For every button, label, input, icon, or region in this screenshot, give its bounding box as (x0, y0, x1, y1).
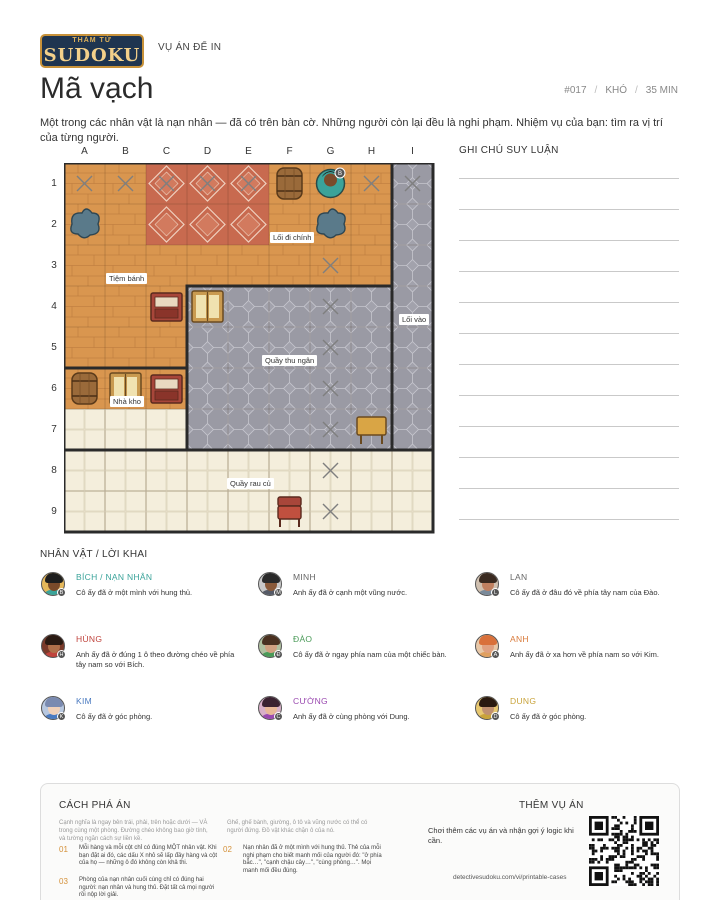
row-label-4: 4 (51, 301, 57, 312)
cell-b5[interactable] (105, 327, 146, 368)
logo (40, 34, 144, 68)
more-cases-text: Chơi thêm các vụ án và nhận gợi ý logic khi cần. (428, 826, 574, 845)
cell-d3[interactable] (187, 245, 228, 286)
case-meta: #017 / KHÓ / 35 MIN (564, 85, 678, 96)
suspect-card (41, 572, 241, 620)
cell-h4[interactable] (351, 286, 392, 327)
cell-b8[interactable] (105, 450, 146, 491)
suspect-clue: Anh ấy đã ở cùng phòng với Dung. (293, 712, 410, 721)
how-to-intro-objects: Ghế, ghế bành, giường, ô tô và vũng nước có thể có người đứng. Đồ vật khác chặn ô của nó. (227, 820, 368, 834)
difficulty: KHÓ (605, 85, 627, 96)
cell-d7[interactable] (187, 409, 228, 450)
suspect-name: BÍCH / NẠN NHÂN (76, 572, 153, 582)
suspect-clue: Cô ấy đã ở một mình với hung thủ. (76, 588, 193, 597)
suspect-card (258, 634, 458, 682)
note-line[interactable] (459, 426, 679, 427)
cell-e2[interactable] (228, 204, 269, 245)
cabinet-icon (151, 375, 182, 403)
row-label-7: 7 (51, 424, 57, 435)
room-label-tiem-banh: Tiệm bánh (106, 273, 147, 284)
step-number: 01 (59, 845, 68, 854)
cell-b9[interactable] (105, 491, 146, 532)
step-text: Nạn nhân đã ở một mình với hung thủ. Thẻ của mỗi nghi phạm cho biết manh mối của người đó: "ở phía bắc…", "cạnh chậu cây…", "cùng phòng…". Mọi manh mối đều đúng. (243, 845, 382, 874)
suspect-card (475, 572, 675, 620)
room-label-quay-rau-cu: Quầy rau củ (227, 478, 274, 489)
cell-a3[interactable] (64, 245, 105, 286)
puzzle-board[interactable] (64, 163, 436, 534)
cell-h5[interactable] (351, 327, 392, 368)
barrel-icon (72, 373, 97, 404)
cell-f4[interactable] (269, 286, 310, 327)
suspect-badge: H (57, 650, 66, 659)
room-label-loi-vao: Lối vào (399, 314, 429, 325)
note-line[interactable] (459, 240, 679, 241)
cell-h9[interactable] (351, 491, 392, 532)
row-label-6: 6 (51, 383, 57, 394)
column-label-e: E (245, 146, 252, 157)
suspect-clue: Cô ấy đã ở ngay phía nam của một chiếc bàn. (293, 650, 447, 659)
note-line[interactable] (459, 395, 679, 396)
room-label-nha-kho: Nhà kho (110, 396, 144, 407)
case-number: #017 (564, 85, 587, 96)
cell-a8[interactable] (64, 450, 105, 491)
cell-e6[interactable] (228, 368, 269, 409)
note-line[interactable] (459, 271, 679, 272)
cell-e9[interactable] (228, 491, 269, 532)
cell-f8[interactable] (269, 450, 310, 491)
suspect-clue: Anh ấy đã ở cạnh một vũng nước. (293, 588, 408, 597)
step-text: Phòng của nạn nhân cuối cùng chỉ có đúng hai người: nạn nhân và hung thủ. Đặt tất cả mọi người rồi nộp lời giải. (79, 877, 215, 898)
cell-i9[interactable] (392, 491, 433, 532)
suspect-name: DUNG (510, 696, 537, 706)
row-label-9: 9 (51, 506, 57, 517)
suspect-card (258, 572, 458, 620)
suspect-name: ĐÀO (293, 634, 313, 644)
suspect-name: KIM (76, 696, 93, 706)
cell-b2[interactable] (105, 204, 146, 245)
step-number: 03 (59, 877, 68, 886)
cell-e3[interactable] (228, 245, 269, 286)
suspects-title: NHÂN VẬT / LỜI KHAI (40, 549, 148, 560)
cell-a7[interactable] (64, 409, 105, 450)
plant-icon (317, 209, 345, 238)
more-cases-link[interactable]: detectivesudoku.com/vi/printable-cases (453, 874, 567, 881)
column-label-d: D (203, 146, 212, 157)
room-label-quay-thu-ngan: Quầy thu ngân (262, 355, 317, 366)
cell-c3[interactable] (146, 245, 187, 286)
step-text: Mỗi hàng và mỗi cột chỉ có đúng MỘT nhân vật. Khi bạn đặt ai đó, các dấu X nhỏ sẽ lấp đầy hàng và cột của họ — những ô đó không còn khả thi. (79, 845, 218, 866)
suspect-badge: C (274, 712, 283, 721)
cell-h8[interactable] (351, 450, 392, 491)
how-to-intro-adjacency: Cạnh nghĩa là ngay bên trái, phải, trên hoặc dưới — VÀ trong cùng một phòng. Đường chéo không bao giờ tính, và tường ngăn cách sự liền kề. (59, 820, 208, 842)
cell-i5[interactable] (392, 327, 433, 368)
victim-token-badge: B (337, 171, 343, 178)
cell-c7[interactable] (146, 409, 187, 450)
cell-i2[interactable] (392, 204, 433, 245)
suspect-badge: Đ (274, 650, 283, 659)
suspect-name: HÙNG (76, 634, 103, 644)
suspect-clue: Anh ấy đã ở xa hơn về phía nam so với Kim. (510, 650, 659, 659)
suspect-name: ANH (510, 634, 529, 644)
row-label-8: 8 (51, 465, 57, 476)
cell-h3[interactable] (351, 245, 392, 286)
note-line[interactable] (459, 209, 679, 210)
cell-c9[interactable] (146, 491, 187, 532)
suspect-badge: B (57, 588, 66, 597)
suspect-card (475, 696, 675, 744)
cell-c2[interactable] (146, 204, 187, 245)
cell-d6[interactable] (187, 368, 228, 409)
cabinet-icon (151, 293, 182, 321)
suspect-card (41, 696, 241, 744)
cell-e7[interactable] (228, 409, 269, 450)
barrel-icon (277, 168, 302, 199)
suspect-clue: Cô ấy đã ở góc phòng. (510, 712, 587, 721)
case-label: VỤ ÁN ĐỂ IN (158, 42, 222, 53)
intro-text: Một trong các nhân vật là nạn nhân — đã có trên bàn cờ. Những người còn lại đều là nghi phạm. Nhiệm vụ của bạn: tìm ra vị trí của từng người. (40, 117, 663, 144)
cell-d8[interactable] (187, 450, 228, 491)
cell-a4[interactable] (64, 286, 105, 327)
cell-d2[interactable] (187, 204, 228, 245)
row-label-1: 1 (51, 178, 57, 189)
note-line[interactable] (459, 178, 679, 179)
note-line[interactable] (459, 364, 679, 365)
cell-e4[interactable] (228, 286, 269, 327)
cell-a9[interactable] (64, 491, 105, 532)
suspect-card (258, 696, 458, 744)
note-line[interactable] (459, 457, 679, 458)
more-cases-title: THÊM VỤ ÁN (519, 800, 584, 811)
column-label-a: A (81, 146, 88, 157)
column-label-c: C (162, 146, 171, 157)
cell-h2[interactable] (351, 204, 392, 245)
cell-h6[interactable] (351, 368, 392, 409)
cell-f6[interactable] (269, 368, 310, 409)
note-line[interactable] (459, 488, 679, 489)
logo-title: SUDOKU (43, 45, 141, 66)
row-label-2: 2 (51, 219, 57, 230)
cell-c5[interactable] (146, 327, 187, 368)
suspect-clue: Cô ấy đã ở góc phòng. (76, 712, 153, 721)
victim-token-icon (317, 168, 346, 198)
suspect-name: MINH (293, 572, 316, 582)
suspect-badge: A (491, 650, 500, 659)
note-line[interactable] (459, 519, 679, 520)
suspect-badge: L (491, 588, 500, 597)
row-label-3: 3 (51, 260, 57, 271)
suspect-name: CƯỜNG (293, 696, 328, 706)
cell-b4[interactable] (105, 286, 146, 327)
shelf-icon (192, 291, 223, 322)
cell-b7[interactable] (105, 409, 146, 450)
note-line[interactable] (459, 302, 679, 303)
plant-icon (71, 209, 99, 238)
suspect-badge: M (274, 588, 283, 597)
column-label-f: F (286, 146, 293, 157)
cell-i6[interactable] (392, 368, 433, 409)
page-title: Mã vạch (40, 72, 154, 105)
duration: 35 MIN (645, 85, 678, 96)
how-to-panel (40, 783, 680, 900)
how-to-title: CÁCH PHÁ ÁN (59, 800, 131, 811)
cell-f7[interactable] (269, 409, 310, 450)
suspect-clue: Cô ấy đã ở đâu đó về phía tây nam của Đào. (510, 588, 660, 597)
room-label-loi-di-chinh: Lối đi chính (270, 232, 314, 243)
notes-title: GHI CHÚ SUY LUẬN (459, 145, 559, 156)
row-label-5: 5 (51, 342, 57, 353)
column-label-g: G (326, 146, 335, 157)
cell-c8[interactable] (146, 450, 187, 491)
cell-f3[interactable] (269, 245, 310, 286)
cell-d5[interactable] (187, 327, 228, 368)
step-number: 02 (223, 845, 232, 854)
logo-subtitle: THÁM TỬ (72, 37, 112, 44)
suspect-card (475, 634, 675, 682)
cell-a5[interactable] (64, 327, 105, 368)
suspect-card (41, 634, 241, 682)
cell-i3[interactable] (392, 245, 433, 286)
column-label-b: B (122, 146, 129, 157)
column-label-i: I (411, 146, 414, 157)
suspect-clue: Anh ấy đã ở đúng 1 ô theo đường chéo về phía tây nam so với Bích. (76, 650, 235, 669)
note-line[interactable] (459, 333, 679, 334)
cell-i7[interactable] (392, 409, 433, 450)
suspect-name: LAN (510, 572, 528, 582)
suspect-badge: K (57, 712, 66, 721)
cell-i8[interactable] (392, 450, 433, 491)
cell-d9[interactable] (187, 491, 228, 532)
suspect-badge: D (491, 712, 500, 721)
column-label-h: H (367, 146, 376, 157)
qr-code-icon[interactable] (589, 816, 659, 886)
